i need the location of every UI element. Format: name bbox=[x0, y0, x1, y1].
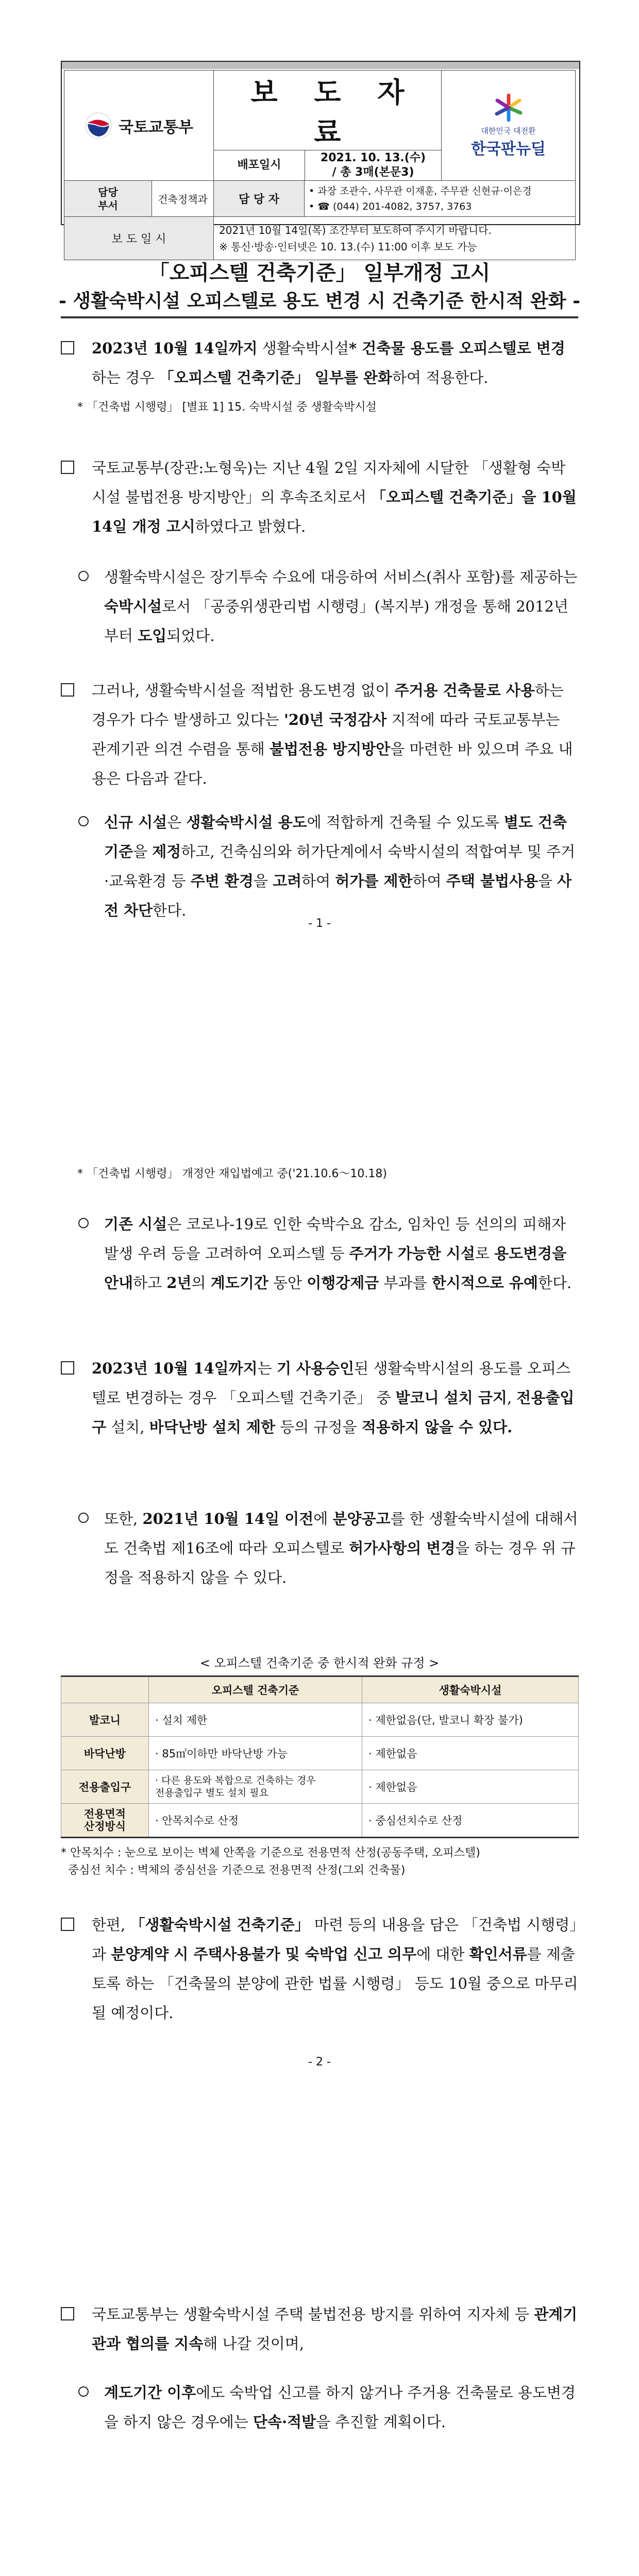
p8-emph: 분양공고 bbox=[332, 1510, 391, 1528]
table-row bbox=[61, 1737, 579, 1770]
paragraph-4 bbox=[61, 676, 578, 793]
paragraph-8 bbox=[61, 1504, 578, 1592]
square-bullet-icon bbox=[61, 1361, 74, 1375]
header-table bbox=[64, 70, 576, 260]
table-row bbox=[61, 1703, 579, 1737]
p2-text: 국토교통부(장관:노형욱)는 지난 4월 2일 지자체에 시달한 「생활형 숙박시설 불법전용 방지방안」의 후속조치로서 bbox=[92, 459, 566, 506]
table-row-label: 발코니 bbox=[61, 1703, 149, 1737]
brand-name: 한국판뉴딜 bbox=[471, 140, 546, 158]
p3-text: 로서 「공중위생관리법 시행령」(복지부) 개정을 통해 2012년부터 bbox=[104, 598, 568, 645]
person-cell bbox=[305, 181, 576, 217]
person-label: 담 당 자 bbox=[214, 181, 305, 217]
p9-text: 한편, bbox=[92, 1916, 130, 1934]
table-header-cell bbox=[61, 1676, 149, 1703]
headline-title: 「오피스텔 건축기준」 일부개정 고시 bbox=[148, 261, 491, 285]
p8-emph: 2021년 10월 14일 이전 bbox=[142, 1510, 314, 1528]
press-release-title: 보 도 자 료 bbox=[250, 76, 418, 148]
p5-text: 한다. bbox=[153, 902, 187, 919]
table-header-cell: 오피스텔 건축기준 bbox=[149, 1676, 362, 1703]
p5-emph: 신규 시설 bbox=[104, 814, 167, 831]
relaxation-table bbox=[61, 1675, 579, 1838]
p11-text: 에도 숙박업 신고를 하지 않거나 주거용 건축물로 용도변경을 하지 않은 경우에는 bbox=[104, 2384, 576, 2431]
table-title: < 오피스텔 건축기준 중 한시적 완화 규정 > bbox=[199, 1656, 440, 1670]
p10-text: 해 나갈 것이며, bbox=[203, 2335, 305, 2352]
table-cell: · 85㎡이하만 바닥난방 가능 bbox=[149, 1737, 362, 1770]
p7-emph: 적용하지 않을 수 있다. bbox=[361, 1418, 513, 1436]
paragraph-2 bbox=[61, 453, 578, 541]
paragraph-9 bbox=[61, 1910, 578, 2028]
p4-text: 지적에 따라 국토교통부는 관계기관 의견 수렴을 통해 bbox=[92, 711, 560, 758]
p1-text: 하여 적용한다. bbox=[392, 369, 489, 386]
table-cell: · 제한없음 bbox=[362, 1770, 579, 1804]
circle-bullet-icon bbox=[78, 571, 89, 581]
headline-divider bbox=[61, 316, 578, 318]
p3-emph: 도입 bbox=[138, 627, 167, 645]
table-cell: · 안목치수로 산정 bbox=[149, 1804, 362, 1838]
p11-text: 을 추진할 계획이다. bbox=[316, 2413, 446, 2431]
paragraph-5 bbox=[61, 808, 578, 925]
square-bullet-icon bbox=[61, 683, 74, 697]
p4-emph: 주거용 건축물로 사용 bbox=[394, 682, 535, 699]
circle-bullet-icon bbox=[78, 1513, 89, 1523]
p5-text: 을 bbox=[253, 872, 273, 890]
p6-text: 하고 bbox=[133, 1274, 167, 1292]
p9-emph: 확인서류 bbox=[469, 1945, 527, 1963]
p6-text: 동안 bbox=[268, 1274, 307, 1292]
embargo-label: 보 도 일 시 bbox=[64, 217, 214, 260]
dept-label: 담당 부서 bbox=[64, 181, 152, 217]
p11-emph: 단속·적발 bbox=[253, 2413, 316, 2431]
page-number-1: - 1 - bbox=[308, 917, 331, 930]
p5-emph: 생활숙박시설 용도 bbox=[186, 814, 307, 831]
p7-text: 등의 규정을 bbox=[275, 1418, 362, 1436]
embargo-cell bbox=[214, 217, 576, 260]
p7-text: , bbox=[507, 1389, 517, 1406]
p8-text: 또한, bbox=[104, 1510, 143, 1528]
ministry-logo-cell bbox=[64, 71, 214, 181]
table-cell: · 제한없음(단, 발코니 확장 불가) bbox=[362, 1703, 579, 1737]
p3-text: 되었다. bbox=[166, 627, 215, 645]
p7-emph: 2023년 10월 14일까지 bbox=[92, 1360, 258, 1377]
p7-emph: 발코니 설치 금지 bbox=[395, 1389, 507, 1406]
p11-emph: 계도기간 이후 bbox=[104, 2384, 196, 2401]
p6-text: 한다. bbox=[538, 1274, 572, 1292]
p5-emph: 고려 bbox=[273, 872, 302, 890]
table-row-label: 바닥난방 bbox=[61, 1737, 149, 1770]
p1-emph: * 건축물 용도를 bbox=[349, 340, 459, 357]
p7-text: 된 생활숙박시설의 용도를 오피스텔로 변경하는 경우 「오피스텔 건축기준」 중 bbox=[92, 1360, 570, 1406]
p6-emph: 이행강제금 bbox=[307, 1274, 379, 1292]
distribution-date: 2021. 10. 13.(수) bbox=[320, 151, 426, 164]
table-cell: · 설치 제한 bbox=[149, 1703, 362, 1737]
paragraph-10 bbox=[61, 2300, 578, 2359]
p8-text: 에 bbox=[313, 1510, 333, 1528]
p5-emph: 별도 건축기준 bbox=[104, 814, 567, 860]
p9-text: 를 제출토록 하는 「건축물의 분양에 관한 법률 시행령」 등도 10월 중으로 마무리될 예정이다. bbox=[92, 1945, 578, 2022]
p7-emph: 바닥난방 설치 제한 bbox=[149, 1418, 276, 1436]
paragraph-3 bbox=[61, 563, 578, 651]
p6-text: 의 bbox=[191, 1274, 211, 1292]
p5-emph: 제정 bbox=[152, 843, 181, 860]
embargo-note: ※ 통신·방송·인터넷은 10. 13.(수) 11:00 이후 보도 가능 bbox=[219, 240, 477, 253]
p7-text: 는 bbox=[257, 1360, 277, 1377]
p9-text: 에 대한 bbox=[416, 1945, 469, 1963]
p5-text: 을 bbox=[133, 843, 153, 860]
government-emblem-icon bbox=[85, 112, 112, 140]
press-release-header bbox=[61, 61, 580, 253]
distribution-pages: / 총 3매(본문3) bbox=[332, 166, 414, 179]
paragraph-1 bbox=[61, 334, 578, 393]
p5-text: 에 적합하게 건축될 수 있도록 bbox=[307, 814, 504, 831]
circle-bullet-icon bbox=[78, 816, 89, 826]
paragraph-7 bbox=[61, 1354, 578, 1442]
brand-tagline: 대한민국 대전환 bbox=[481, 126, 536, 135]
table-cell: · 중심선치수로 산정 bbox=[362, 1804, 579, 1838]
ministry-name: 국토교통부 bbox=[119, 118, 193, 137]
footnote-1: * 「건축법 시행령」 [별표 1] 15. 숙박시설 중 생활숙박시설 bbox=[77, 401, 377, 414]
p8-text: 을 하는 경우 위 규정을 적용하지 않을 수 있다. bbox=[104, 1539, 576, 1586]
p1-text: 생활숙박시설 bbox=[257, 340, 349, 357]
p4-text: 그러나, 생활숙박시설을 적법한 용도변경 없이 bbox=[92, 682, 395, 699]
page-number-2: - 2 - bbox=[308, 2056, 331, 2069]
paragraph-11 bbox=[61, 2378, 578, 2437]
p5-text: 을 bbox=[538, 872, 558, 890]
circle-bullet-icon bbox=[78, 1218, 89, 1228]
table-cell: · 다른 용도와 복합으로 건축하는 경우 전용출입구 별도 설치 필요 bbox=[149, 1770, 362, 1804]
table-header-row bbox=[61, 1676, 579, 1703]
person-phone: • ☎ (044) 201-4082, 3757, 3763 bbox=[309, 200, 472, 212]
p5-emph: 주택 불법사용 bbox=[446, 872, 539, 890]
table-row bbox=[61, 1804, 579, 1838]
p5-emph: 허가를 제한 bbox=[335, 872, 413, 890]
p5-text: 하여 bbox=[412, 872, 446, 890]
paragraph-6 bbox=[61, 1210, 578, 1298]
p6-emph: 용도변경을 안내 bbox=[104, 1245, 567, 1292]
p5-emph: 주변 환경 bbox=[190, 872, 254, 890]
square-bullet-icon bbox=[61, 461, 74, 474]
square-bullet-icon bbox=[61, 1918, 74, 1931]
p6-text: 로 bbox=[475, 1245, 495, 1262]
p1-text: 하는 경우 bbox=[92, 369, 159, 386]
table-row bbox=[61, 1770, 579, 1804]
header-band bbox=[62, 62, 579, 69]
p6-emph: 주거가 가능한 시설 bbox=[349, 1245, 475, 1262]
p8-text: 를 한 생활숙박시설에 대해서도 건축법 제16조에 따라 오피스텔로 bbox=[104, 1510, 578, 1557]
p4-text: 하는 경우가 다수 발생하고 있다는 bbox=[92, 682, 564, 728]
headline-subtitle: - 생활숙박시설 오피스텔로 용도 변경 시 건축기준 한시적 완화 - bbox=[58, 290, 581, 312]
footnote-3: * 안목치수 : 눈으로 보이는 벽체 안쪽을 기준으로 전용면적 산정(공동주택, 오피스텔) bbox=[61, 1846, 480, 1859]
p5-text: 하여 bbox=[301, 872, 335, 890]
p2-emph: 「오피스텔 건축기준」을 10월 14일 개정 고시 bbox=[92, 488, 577, 535]
new-deal-logo-cell bbox=[442, 71, 576, 181]
circle-bullet-icon bbox=[78, 2386, 89, 2397]
p6-text: 은 코로나-19로 인한 숙박수요 감소, 임차인 등 선의의 피해자 발생 우려 등을 고려하여 오피스텔 등 bbox=[104, 1215, 566, 1262]
p7-text: 설치, bbox=[106, 1418, 149, 1436]
p3-emph: 숙박시설 bbox=[104, 598, 162, 615]
p4-emph: 불법전용 방지방안 bbox=[270, 740, 391, 758]
p2-text: 하였다고 밝혔다. bbox=[195, 518, 306, 535]
p6-emph: 기존 시설 bbox=[104, 1215, 167, 1233]
p9-emph: 「생활숙박시설 건축기준」 bbox=[130, 1916, 310, 1934]
p4-text: 을 마련한 바 있으며 주요 내용은 다음과 같다. bbox=[92, 740, 573, 787]
p5-text: 은 bbox=[167, 814, 187, 831]
table-row-label: 전용면적 산정방식 bbox=[61, 1804, 149, 1838]
embargo-text: 2021년 10월 14일(목) 조간부터 보도하여 주시기 바랍니다. bbox=[219, 224, 492, 236]
p10-emph: 관계기관과 협의를 지속 bbox=[92, 2306, 578, 2352]
table-header-cell: 생활숙박시설 bbox=[362, 1676, 579, 1703]
p7-emph: 기 사용승인 bbox=[276, 1360, 355, 1377]
p6-emph: 한시적으로 유예 bbox=[431, 1274, 539, 1292]
p4-emph: '20년 국정감사 bbox=[284, 711, 387, 728]
p9-text: 마련 등의 내용을 담은 「건축법 시행령」과 bbox=[92, 1916, 577, 1963]
p1-emph: 2023년 10월 14일까지 bbox=[92, 340, 258, 357]
p6-emph: 2년 bbox=[166, 1274, 192, 1292]
p5-text: 하고, 건축심의와 허가단계에서 숙박시설의 적합여부 및 주거·교육환경 등 bbox=[104, 843, 576, 890]
distribution-date-label: 배포일시 bbox=[214, 150, 305, 180]
person-names: • 과장 조관수, 사무관 이재훈, 주무관 신현규·이은경 bbox=[309, 185, 532, 197]
title-cell bbox=[214, 71, 442, 181]
square-bullet-icon bbox=[61, 2307, 74, 2320]
p7-emph: 전용출입구 bbox=[92, 1389, 575, 1436]
p9-emph: 분양계약 시 주택사용불가 및 숙박업 신고 의무 bbox=[111, 1945, 417, 1963]
p6-text: 부과를 bbox=[379, 1274, 432, 1292]
footnote-2: * 「건축법 시행령」 개정안 재입법예고 중('21.10.6～10.18) bbox=[77, 1167, 387, 1180]
square-bullet-icon bbox=[61, 341, 74, 354]
table-row-label: 전용출입구 bbox=[61, 1770, 149, 1804]
p1-emph: 「오피스텔 건축기준」 일부를 완화 bbox=[159, 369, 392, 386]
p6-emph: 계도기간 bbox=[210, 1274, 268, 1292]
p8-emph: 허가사항의 변경 bbox=[349, 1539, 456, 1557]
dept-value: 건축정책과 bbox=[152, 181, 214, 217]
new-deal-logo-icon bbox=[491, 92, 527, 123]
p1-emph: 오피스텔로 변경 bbox=[459, 340, 565, 357]
p5-emph: 사전 차단 bbox=[104, 872, 572, 919]
p10-text: 국토교통부는 생활숙박시설 주택 불법전용 방지를 위하여 지자체 등 bbox=[92, 2306, 534, 2323]
p3-text: 생활숙박시설은 장기투숙 수요에 대응하여 서비스(취사 포함)를 제공하는 bbox=[104, 568, 578, 586]
footnote-4: 중심선 치수 : 벽체의 중심선을 기준으로 전용면적 산정(그외 건축물) bbox=[61, 1864, 406, 1877]
table-cell: · 제한없음 bbox=[362, 1737, 579, 1770]
